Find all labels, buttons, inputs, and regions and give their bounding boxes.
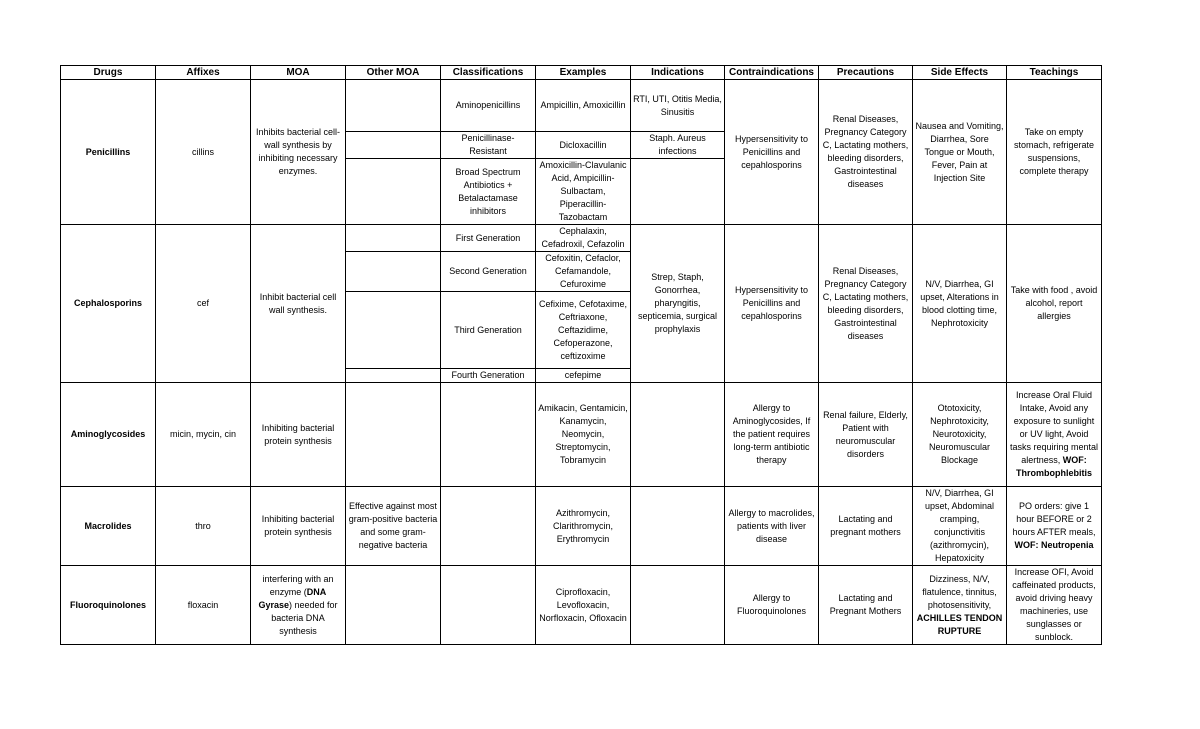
teachings-cell: Take on empty stomach, refrigerate suspensions, complete therapy (1007, 80, 1102, 225)
indications-cell: RTI, UTI, Otitis Media, Sinusitis (631, 80, 725, 132)
side-effects-text: Dizziness, N/V, flatulence, tinnitus, photosensitivity, (922, 573, 997, 610)
affix-cell: micin, mycin, cin (156, 383, 251, 487)
header-precautions: Precautions (819, 66, 913, 80)
header-row (61, 66, 1102, 80)
classification-cell: Aminopenicillins (441, 80, 536, 132)
other-moa-cell (346, 252, 441, 292)
table-row (61, 383, 1102, 487)
moa-cell: Inhibit bacterial cell wall synthesis. (251, 225, 346, 383)
other-moa-cell: Effective against most gram-positive bacteria and some gram-negative bacteria (346, 487, 441, 566)
moa-enzyme: DNA Gyrase (258, 586, 327, 610)
contraindications-cell: Allergy to Fluoroquinolones (725, 566, 819, 645)
affix-cell: thro (156, 487, 251, 566)
moa-cell: Inhibits bacterial cell-wall synthesis by inhibiting necessary enzymes. (251, 80, 346, 225)
header-affixes: Affixes (156, 66, 251, 80)
table-row (61, 225, 1102, 252)
side-effects-cell: Ototoxicity, Nephrotoxicity, Neurotoxicity, Neuromuscular Blockage (913, 383, 1007, 487)
drug-table (60, 65, 1102, 645)
side-effects-cell (913, 566, 1007, 645)
other-moa-cell (346, 383, 441, 487)
precautions-cell: Renal failure, Elderly, Patient with neuromuscular disorders (819, 383, 913, 487)
examples-cell: cefepime (536, 369, 631, 383)
contraindications-cell: Hypersensitivity to Penicillins and cepahlosporins (725, 80, 819, 225)
examples-cell: Cefixime, Cefotaxime, Ceftriaxone, Ceftazidime, Cefoperazone, ceftizoxime (536, 292, 631, 369)
contraindications-cell: Allergy to Aminoglycosides, If the patient requires long-term antibiotic therapy (725, 383, 819, 487)
classification-cell (441, 566, 536, 645)
examples-cell: Cefoxitin, Cefaclor, Cefamandole, Cefuroxime (536, 252, 631, 292)
classification-cell: Fourth Generation (441, 369, 536, 383)
classification-cell: Second Generation (441, 252, 536, 292)
precautions-cell: Renal Diseases, Pregnancy Category C, Lactating mothers, bleeding disorders, Gastrointestinal diseases (819, 225, 913, 383)
classification-cell (441, 383, 536, 487)
header-other-moa: Other MOA (346, 66, 441, 80)
drug-name: Aminoglycosides (61, 383, 156, 487)
moa-text-post: ) needed for bacteria DNA synthesis (271, 599, 338, 636)
moa-cell: Inhibiting bacterial protein synthesis (251, 487, 346, 566)
indications-cell (631, 383, 725, 487)
drug-name: Penicillins (61, 80, 156, 225)
affix-cell: cillins (156, 80, 251, 225)
other-moa-cell (346, 80, 441, 132)
teachings-cell (1007, 487, 1102, 566)
classification-cell: Broad Spectrum Antibiotics + Betalactamase inhibitors (441, 159, 536, 225)
table-row (61, 566, 1102, 645)
examples-cell: Ciprofloxacin, Levofloxacin, Norfloxacin, Ofloxacin (536, 566, 631, 645)
header-classifications: Classifications (441, 66, 536, 80)
header-drugs: Drugs (61, 66, 156, 80)
wof-warning: WOF: Thrombophlebitis (1016, 455, 1092, 478)
other-moa-cell (346, 225, 441, 252)
other-moa-cell (346, 292, 441, 369)
precautions-cell: Lactating and pregnant mothers (819, 487, 913, 566)
header-moa: MOA (251, 66, 346, 80)
classification-cell: Third Generation (441, 292, 536, 369)
table-row (61, 80, 1102, 132)
examples-cell: Amoxicillin-Clavulanic Acid, Ampicillin-Sulbactam, Piperacillin-Tazobactam (536, 159, 631, 225)
precautions-cell: Lactating and Pregnant Mothers (819, 566, 913, 645)
classification-cell: Penicillinase- Resistant (441, 132, 536, 159)
affix-cell: cef (156, 225, 251, 383)
header-contraindications: Contraindications (725, 66, 819, 80)
drug-name: Cephalosporins (61, 225, 156, 383)
contraindications-cell: Hypersensitivity to Penicillins and cepahlosporins (725, 225, 819, 383)
examples-cell: Amikacin, Gentamicin, Kanamycin, Neomycin, Streptomycin, Tobramycin (536, 383, 631, 487)
moa-cell (251, 566, 346, 645)
classification-cell: First Generation (441, 225, 536, 252)
side-effects-warning: ACHILLES TENDON RUPTURE (916, 612, 1003, 636)
moa-text-pre: interfering with an enzyme ( (262, 573, 334, 597)
indications-cell (631, 487, 725, 566)
side-effects-cell: N/V, Diarrhea, GI upset, Abdominal cramping, conjunctivitis (azithromycin), Hepatoxicity (913, 487, 1007, 566)
examples-cell: Azithromycin, Clarithromycin, Erythromycin (536, 487, 631, 566)
indications-cell: Staph. Aureus infections (631, 132, 725, 159)
drug-name: Macrolides (61, 487, 156, 566)
examples-cell: Dicloxacillin (536, 132, 631, 159)
other-moa-cell (346, 566, 441, 645)
moa-cell: Inhibiting bacterial protein synthesis (251, 383, 346, 487)
other-moa-cell (346, 132, 441, 159)
wof-warning: WOF: Neutropenia (1014, 540, 1094, 550)
examples-cell: Ampicillin, Amoxicillin (536, 80, 631, 132)
header-side-effects: Side Effects (913, 66, 1007, 80)
teachings-cell: Take with food , avoid alcohol, report allergies (1007, 225, 1102, 383)
other-moa-cell (346, 369, 441, 383)
side-effects-cell: N/V, Diarrhea, GI upset, Alterations in blood clotting time, Nephrotoxicity (913, 225, 1007, 383)
teachings-text: PO orders: give 1 hour BEFORE or 2 hours AFTER meals, (1012, 501, 1096, 537)
indications-cell (631, 566, 725, 645)
examples-cell: Cephalaxin, Cefadroxil, Cefazolin (536, 225, 631, 252)
header-indications: Indications (631, 66, 725, 80)
teachings-text: Increase Oral Fluid Intake, Avoid any exposure to sunlight or UV light, Avoid tasks requiring mental alertness, (1009, 390, 1099, 465)
header-examples: Examples (536, 66, 631, 80)
indications-cell (631, 159, 725, 225)
other-moa-cell (346, 159, 441, 225)
teachings-cell (1007, 383, 1102, 487)
side-effects-cell: Nausea and Vomiting, Diarrhea, Sore Tongue or Mouth, Fever, Pain at Injection Site (913, 80, 1007, 225)
header-teachings: Teachings (1007, 66, 1102, 80)
precautions-cell: Renal Diseases, Pregnancy Category C, Lactating mothers, bleeding disorders, Gastrointestinal diseases (819, 80, 913, 225)
indications-cell: Strep, Staph, Gonorrhea, pharyngitis, septicemia, surgical prophylaxis (631, 225, 725, 383)
classification-cell (441, 487, 536, 566)
contraindications-cell: Allergy to macrolides, patients with liver disease (725, 487, 819, 566)
table-row (61, 487, 1102, 566)
teachings-cell: Increase OFI, Avoid caffeinated products, avoid driving heavy machineries, use sunglasses or sunblock. (1007, 566, 1102, 645)
drug-name: Fluoroquinolones (61, 566, 156, 645)
affix-cell: floxacin (156, 566, 251, 645)
